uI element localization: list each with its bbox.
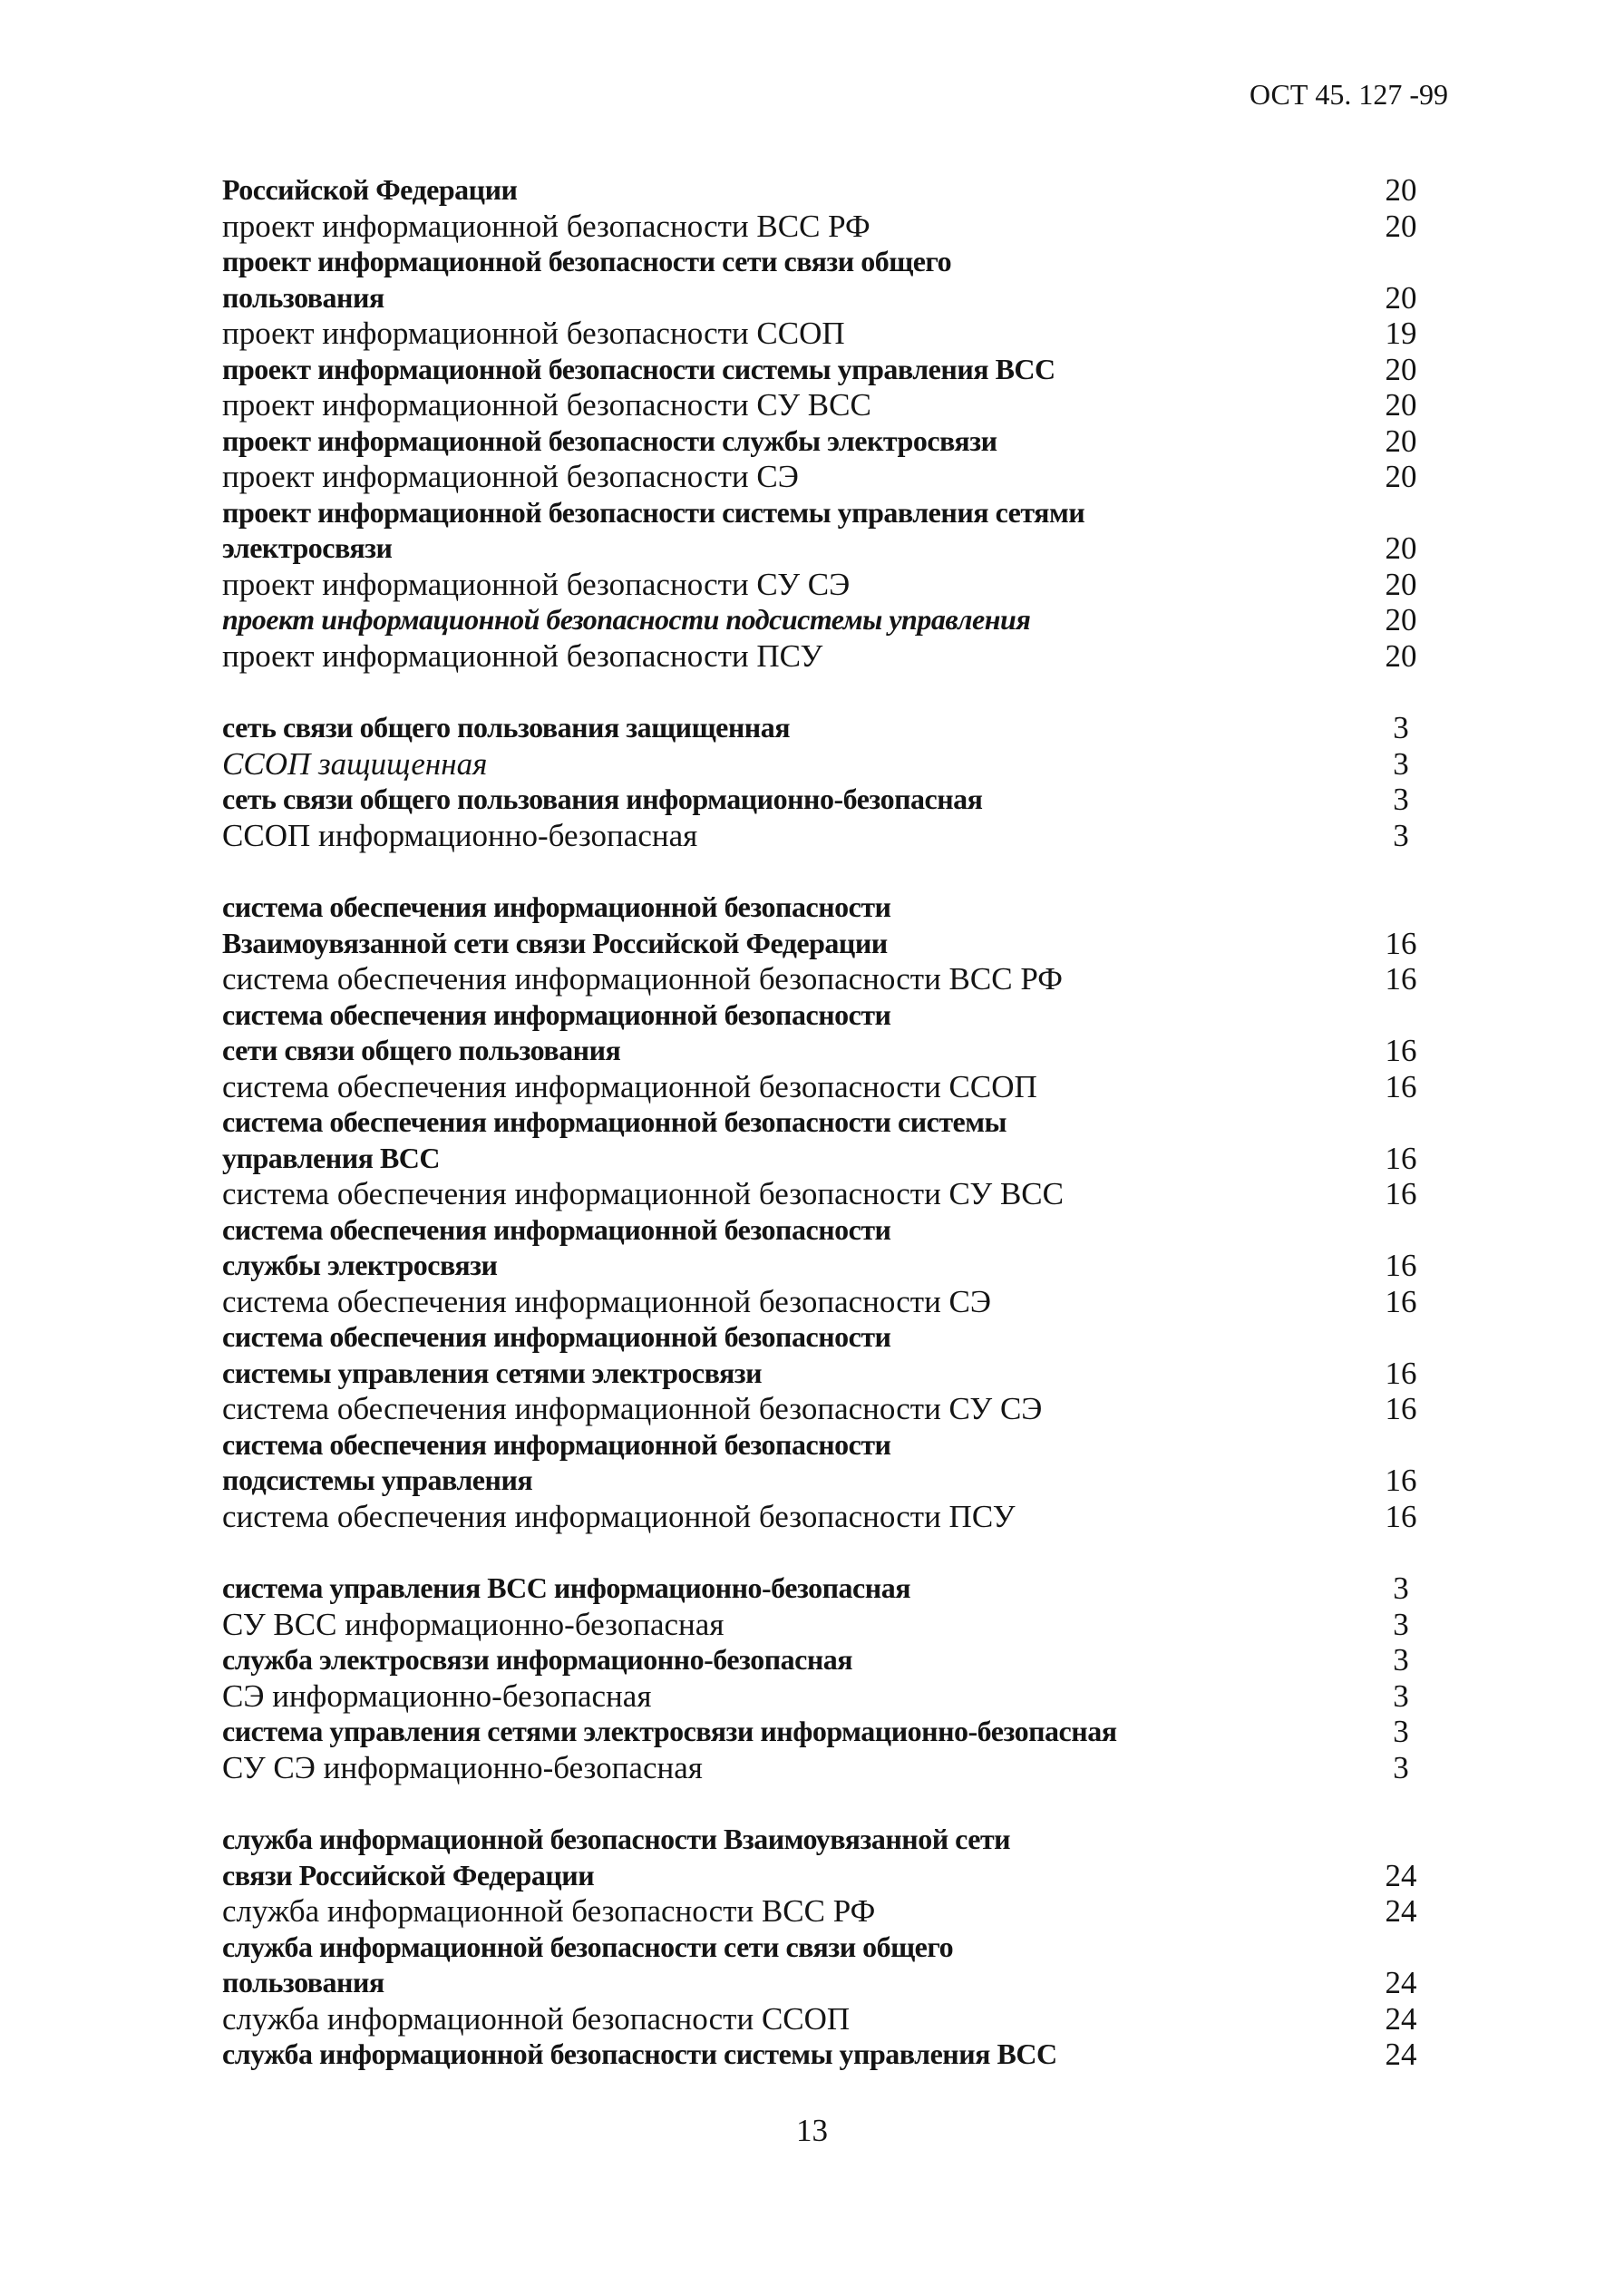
index-entry [222,746,1428,783]
term-line: проект информационной безопасности СУ ВСС [222,387,871,423]
entry-page-ref: 20 [1385,566,1417,602]
index-entry [222,459,1428,495]
entry-page-ref: 20 [1385,208,1417,244]
index-entry [222,602,1428,638]
entry-page-ref: 3 [1393,1714,1409,1749]
term-line: службы электросвязи [222,1249,498,1281]
entry-page-ref: 3 [1393,1749,1409,1785]
entry-page-ref: 3 [1393,1642,1409,1677]
entry-page-ref: 20 [1385,423,1417,459]
index-entry [222,1750,1428,1786]
term-line: проект информационной безопасности сети связи общего [222,245,952,277]
entry-page-ref: 16 [1385,1140,1417,1176]
entry-term [222,352,1428,388]
term-line: система обеспечения информационной безопасности [222,1320,891,1353]
entry-term [222,172,1428,209]
index-list [222,172,1428,2109]
index-entry [222,1104,1428,1176]
entry-term [222,1822,1428,1893]
term-line: СУ СЭ информационно-безопасная [222,1749,703,1785]
index-entry [222,2001,1428,2037]
entry-page-ref: 24 [1385,1965,1417,2000]
entry-term [222,710,1428,746]
entry-term [222,2037,1428,2073]
entry-page-ref: 20 [1385,279,1417,316]
index-entry [222,1212,1428,1284]
index-entry [222,1714,1428,1750]
index-entry [222,1391,1428,1427]
entry-page-ref: 20 [1385,351,1417,387]
term-line: служба информационной безопасности сети связи общего [222,1930,954,1963]
entry-term [222,1642,1428,1678]
entry-page-ref: 24 [1385,2000,1417,2037]
index-entry [222,782,1428,818]
entry-term [222,423,1428,460]
entry-page-ref: 16 [1385,1391,1417,1426]
index-entry [222,209,1428,245]
term-line: проект информационной безопасности службы электросвязи [222,423,997,457]
term-line: система обеспечения информационной безопасности СЭ [222,1283,991,1319]
page-number: 13 [796,2113,828,2148]
index-entry [222,1607,1428,1643]
index-entry [222,1499,1428,1535]
index-entry [222,818,1428,854]
term-line: проект информационной безопасности ВСС РФ [222,208,870,244]
term-line: проект информационной безопасности СЭ [222,459,799,494]
term-line: проект информационной безопасности ПСУ [222,637,823,674]
entry-term [222,782,1428,818]
term-line: система обеспечения информационной безопасности ССОП [222,1068,1037,1104]
entry-term [222,1319,1428,1391]
term-line: система управления ВСС информационно-безопасная [222,1571,910,1604]
term-line: СУ ВСС информационно-безопасная [222,1606,724,1642]
entry-term [222,1571,1428,1607]
term-line: управления ВСС [222,1141,440,1174]
term-line: служба информационной безопасности системы управления ВСС [222,2037,1057,2070]
term-line: система обеспечения информационной безопасности СУ ВСС [222,1176,1064,1211]
index-entry [222,316,1428,352]
index-entry [222,1427,1428,1499]
entry-term [222,1391,1428,1427]
term-line: система управления сетями электросвязи информационно-безопасная [222,1715,1117,1747]
term-line: ССОП защищенная [222,745,488,782]
index-entry [222,638,1428,675]
entry-page-ref: 20 [1385,602,1417,637]
entry-page-ref: 16 [1385,961,1417,997]
entry-term [222,2001,1428,2037]
term-line: системы управления сетями электросвязи [222,1356,763,1389]
term-line: проект информационной безопасности подсистемы управления [222,603,1031,636]
index-entry [222,495,1428,567]
term-line: служба информационной безопасности ССОП [222,2000,851,2037]
term-line: проект информационной безопасности СУ СЭ [222,566,851,602]
index-entry [222,1642,1428,1678]
index-group [222,1571,1428,1785]
document-code: ОСТ 45. 127 -99 [1250,78,1449,111]
index-entry [222,997,1428,1069]
entry-term [222,1930,1428,2001]
term-line: ССОП информационно-безопасная [222,817,698,853]
index-entry [222,567,1428,603]
entry-term [222,387,1428,423]
entry-page-ref: 3 [1393,745,1409,782]
entry-page-ref: 3 [1393,817,1409,853]
entry-term [222,1607,1428,1643]
entry-term [222,1212,1428,1284]
entry-term [222,746,1428,783]
term-line: сети связи общего пользования [222,1034,621,1066]
index-entry [222,352,1428,388]
term-line: система обеспечения информационной безопасности СУ СЭ [222,1391,1043,1426]
index-entry [222,1319,1428,1391]
term-line: связи Российской Федерации [222,1858,595,1891]
term-line: система обеспечения информационной безопасности системы [222,1105,1007,1138]
term-line: система обеспечения информационной безопасности [222,1427,891,1461]
term-line: система обеспечения информационной безопасности ВСС РФ [222,961,1063,997]
index-group [222,710,1428,853]
index-group [222,1822,1428,2073]
entry-term [222,316,1428,352]
index-entry [222,1893,1428,1930]
entry-page-ref: 20 [1385,459,1417,494]
term-line: сеть связи общего пользования информационно-безопасная [222,783,983,815]
index-entry [222,1822,1428,1893]
entry-term [222,1284,1428,1320]
term-line: подсистемы управления [222,1464,533,1496]
term-line: сеть связи общего пользования защищенная [222,711,791,744]
entry-term [222,1427,1428,1499]
term-line: проект информационной безопасности системы управления ВСС [222,352,1055,385]
entry-page-ref: 20 [1385,387,1417,423]
entry-term [222,209,1428,245]
entry-page-ref: 3 [1393,710,1409,745]
entry-term [222,818,1428,854]
entry-term [222,890,1428,961]
term-line: служба информационной безопасности Взаимоувязанной сети [222,1823,1011,1855]
index-entry [222,890,1428,961]
entry-term [222,1750,1428,1786]
index-entry [222,387,1428,423]
entry-page-ref: 20 [1385,530,1417,566]
entry-page-ref: 16 [1385,1463,1417,1498]
entry-page-ref: 3 [1393,1677,1409,1714]
entry-page-ref: 24 [1385,2037,1417,2072]
entry-page-ref: 19 [1385,316,1417,351]
entry-page-ref: 16 [1385,1283,1417,1319]
term-line: служба информационной безопасности ВСС РФ [222,1893,876,1929]
entry-page-ref: 16 [1385,1248,1417,1283]
entry-page-ref: 16 [1385,925,1417,961]
entry-term [222,638,1428,675]
entry-page-ref: 16 [1385,1355,1417,1391]
index-group [222,172,1428,674]
index-entry [222,710,1428,746]
entry-term [222,961,1428,997]
index-entry [222,2037,1428,2073]
term-line: электросвязи [222,531,393,564]
entry-page-ref: 16 [1385,1176,1417,1211]
entry-page-ref: 3 [1393,1571,1409,1606]
entry-page-ref: 20 [1385,637,1417,674]
entry-page-ref: 24 [1385,1857,1417,1893]
entry-term [222,1069,1428,1105]
term-line: Взаимоувязанной сети связи Российской Федерации [222,926,888,959]
term-line: система обеспечения информационной безопасности [222,1212,891,1246]
index-entry [222,423,1428,460]
term-line: система обеспечения информационной безопасности [222,997,891,1031]
index-entry [222,1284,1428,1320]
entry-page-ref: 16 [1385,1068,1417,1104]
index-entry [222,1176,1428,1212]
index-entry [222,1571,1428,1607]
entry-page-ref: 16 [1385,1498,1417,1534]
entry-term [222,1176,1428,1212]
term-line: система обеспечения информационной безопасности [222,890,891,923]
term-line: пользования [222,1966,384,1998]
entry-term [222,459,1428,495]
entry-term [222,602,1428,638]
index-entry [222,1069,1428,1105]
term-line: служба электросвязи информационно-безопасная [222,1643,853,1676]
entry-term [222,244,1428,316]
entry-term [222,997,1428,1069]
index-entry [222,172,1428,209]
entry-page-ref: 16 [1385,1033,1417,1068]
index-entry [222,1930,1428,2001]
entry-term [222,1678,1428,1715]
index-group [222,890,1428,1534]
term-line: Российской Федерации [222,173,518,206]
entry-term [222,1714,1428,1750]
entry-term [222,1499,1428,1535]
entry-term [222,1893,1428,1930]
term-line: проект информационной безопасности ССОП [222,316,845,351]
index-entry [222,244,1428,316]
entry-page-ref: 3 [1393,1606,1409,1642]
term-line: пользования [222,280,384,314]
entry-term [222,495,1428,567]
index-entry [222,961,1428,997]
entry-term [222,1104,1428,1176]
index-entry [222,1678,1428,1715]
term-line: проект информационной безопасности системы управления сетями [222,495,1085,529]
entry-term [222,567,1428,603]
entry-page-ref: 24 [1385,1893,1417,1929]
term-line: СЭ информационно-безопасная [222,1677,652,1714]
entry-page-ref: 20 [1385,172,1417,208]
term-line: система обеспечения информационной безопасности ПСУ [222,1498,1016,1534]
entry-page-ref: 3 [1393,782,1409,817]
